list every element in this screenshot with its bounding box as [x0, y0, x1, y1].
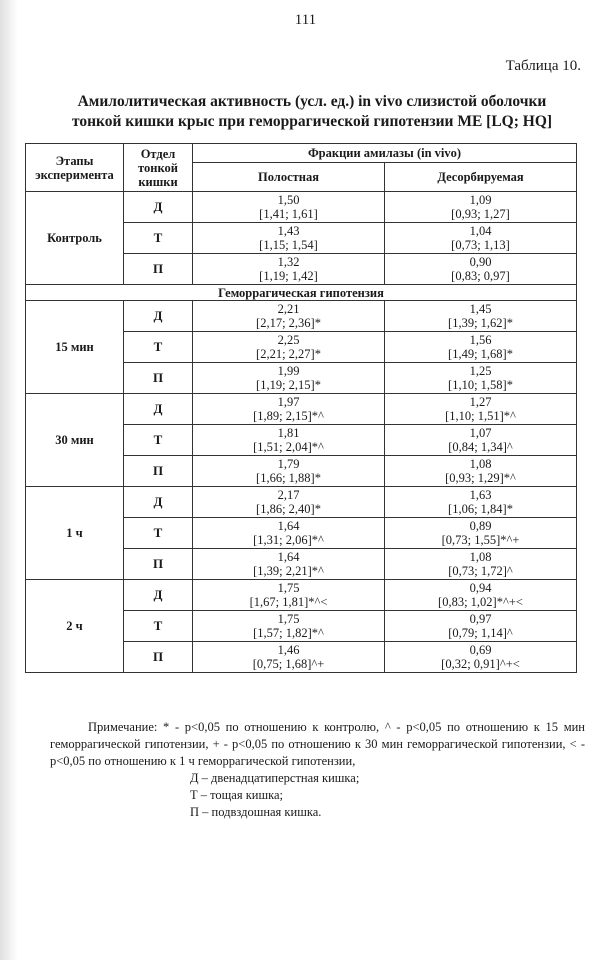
table-caption: Таблица 10. — [505, 58, 581, 74]
des-quartiles: [0,32; 0,91]^+< — [441, 657, 520, 671]
dept-cell: Д — [124, 394, 193, 425]
dept-cell: П — [124, 254, 193, 285]
section-title: Геморрагическая гипотензия — [26, 285, 577, 301]
cav-median: 1,81 — [277, 426, 300, 440]
cav-quartiles: [1,89; 2,15]*^ — [253, 409, 324, 423]
des-quartiles: [1,06; 1,84]* — [448, 502, 513, 516]
cav-median: 2,25 — [277, 333, 300, 347]
des-median: 1,07 — [469, 426, 492, 440]
dept-cell: П — [124, 642, 193, 673]
des-median: 1,08 — [469, 457, 492, 471]
cav-cell — [193, 332, 385, 363]
des-cell — [385, 223, 577, 254]
cav-cell — [193, 254, 385, 285]
cav-cell — [193, 456, 385, 487]
cav-cell — [193, 223, 385, 254]
cav-quartiles: [1,57; 1,82]*^ — [253, 626, 324, 640]
legend-item: Д – двенадцатиперстная кишка; — [190, 771, 360, 785]
table-row — [26, 192, 577, 223]
des-median: 1,08 — [469, 550, 492, 564]
des-quartiles: [0,83; 0,97] — [451, 269, 510, 283]
cav-cell — [193, 518, 385, 549]
title-line-1: Амилолитическая активность (усл. ед.) in vivo слизистой оболочки — [77, 93, 547, 110]
cav-cell — [193, 394, 385, 425]
des-cell — [385, 363, 577, 394]
cav-quartiles: [1,67; 1,81]*^< — [249, 595, 328, 609]
dept-cell: Т — [124, 611, 193, 642]
stage-cell: 1 ч — [26, 487, 124, 580]
des-cell — [385, 456, 577, 487]
page-number: 111 — [294, 12, 317, 28]
des-median: 0,69 — [469, 643, 492, 657]
cav-quartiles: [2,21; 2,27]* — [256, 347, 321, 361]
table-title — [40, 92, 584, 132]
cav-quartiles: [1,86; 2,40]* — [256, 502, 321, 516]
cav-cell — [193, 363, 385, 394]
table-row — [26, 487, 577, 518]
des-quartiles: [1,10; 1,51]*^ — [445, 409, 516, 423]
des-quartiles: [0,73; 1,55]*^+ — [441, 533, 520, 547]
header-dept: Отдел тонкой кишки — [124, 144, 193, 192]
dept-cell: П — [124, 363, 193, 394]
des-median: 1,45 — [469, 302, 492, 316]
cav-quartiles: [1,41; 1,61] — [259, 207, 318, 221]
des-median: 1,25 — [469, 364, 492, 378]
des-median: 1,56 — [469, 333, 492, 347]
dept-cell: П — [124, 549, 193, 580]
des-cell — [385, 301, 577, 332]
des-cell — [385, 549, 577, 580]
cav-quartiles: [1,39; 2,21]*^ — [253, 564, 324, 578]
cav-cell — [193, 549, 385, 580]
cav-quartiles: [1,15; 1,54] — [259, 238, 318, 252]
cav-cell — [193, 192, 385, 223]
cav-median: 1,64 — [277, 519, 300, 533]
cav-median: 1,64 — [277, 550, 300, 564]
dept-cell: Д — [124, 301, 193, 332]
des-cell — [385, 580, 577, 611]
des-median: 0,97 — [469, 612, 492, 626]
stage-cell: 30 мин — [26, 394, 124, 487]
des-cell — [385, 518, 577, 549]
cav-median: 2,17 — [277, 488, 300, 502]
des-cell — [385, 394, 577, 425]
stage-cell: Контроль — [26, 192, 124, 285]
des-cell — [385, 254, 577, 285]
cav-cell — [193, 611, 385, 642]
table-row — [26, 394, 577, 425]
des-cell — [385, 192, 577, 223]
title-line-2: тонкой кишки крыс при геморрагической гипотензии ME [LQ; HQ] — [71, 113, 553, 130]
note-text: Примечание: * - p<0,05 по отношению к контролю, ^ - p<0,05 по отношению к 15 мин геморрагической гипотензии, + - p<0,05 по отношению к 30 мин геморрагической гипотензии, < - p<0,05 по отношению к 1 ч геморрагической гипотензии, — [50, 720, 585, 768]
cav-median: 1,32 — [277, 255, 300, 269]
des-median: 1,63 — [469, 488, 492, 502]
des-quartiles: [0,84; 1,34]^ — [448, 440, 513, 454]
legend-item: П – подвздошная кишка. — [190, 805, 322, 819]
cav-cell — [193, 487, 385, 518]
dept-cell: Т — [124, 518, 193, 549]
cav-median: 1,99 — [277, 364, 300, 378]
cav-cell — [193, 425, 385, 456]
des-cell — [385, 611, 577, 642]
des-quartiles: [0,79; 1,14]^ — [448, 626, 513, 640]
des-cell — [385, 332, 577, 363]
dept-cell: Д — [124, 487, 193, 518]
cav-quartiles: [1,31; 2,06]*^ — [253, 533, 324, 547]
des-quartiles: [0,93; 1,29]*^ — [445, 471, 516, 485]
cav-median: 1,75 — [277, 612, 300, 626]
cav-median: 1,46 — [277, 643, 300, 657]
dept-cell: Т — [124, 223, 193, 254]
dept-cell: Т — [124, 332, 193, 363]
cav-quartiles: [1,66; 1,88]* — [256, 471, 321, 485]
dept-cell: Т — [124, 425, 193, 456]
des-quartiles: [0,73; 1,13] — [451, 238, 510, 252]
des-median: 1,27 — [469, 395, 492, 409]
cav-median: 1,50 — [277, 193, 300, 207]
cav-quartiles: [1,19; 1,42] — [259, 269, 318, 283]
dept-cell: П — [124, 456, 193, 487]
des-quartiles: [1,10; 1,58]* — [448, 378, 513, 392]
header-desorbed: Десорбируемая — [385, 163, 577, 192]
des-quartiles: [0,93; 1,27] — [451, 207, 510, 221]
des-median: 0,90 — [469, 255, 492, 269]
cav-cell — [193, 642, 385, 673]
header-cavity: Полостная — [193, 163, 385, 192]
des-median: 0,94 — [469, 581, 492, 595]
des-quartiles: [0,83; 1,02]*^+< — [438, 595, 523, 609]
section-row — [26, 285, 577, 301]
des-median: 0,89 — [469, 519, 492, 533]
cav-median: 1,75 — [277, 581, 300, 595]
cav-median: 1,43 — [277, 224, 300, 238]
legend-item: Т – тощая кишка; — [190, 788, 284, 802]
stage-cell: 15 мин — [26, 301, 124, 394]
des-quartiles: [1,39; 1,62]* — [448, 316, 513, 330]
cav-quartiles: [0,75; 1,68]^+ — [252, 657, 325, 671]
des-cell — [385, 487, 577, 518]
cav-quartiles: [1,19; 2,15]* — [256, 378, 321, 392]
cav-cell — [193, 580, 385, 611]
table-note — [50, 719, 585, 821]
cav-quartiles: [2,17; 2,36]* — [256, 316, 321, 330]
header-fractions: Фракции амилазы (in vivo) — [193, 144, 577, 163]
amylase-activity-table — [25, 143, 577, 673]
cav-quartiles: [1,51; 2,04]*^ — [253, 440, 324, 454]
table-row — [26, 301, 577, 332]
table-body — [26, 192, 577, 673]
des-quartiles: [1,49; 1,68]* — [448, 347, 513, 361]
des-quartiles: [0,73; 1,72]^ — [448, 564, 513, 578]
des-median: 1,04 — [469, 224, 492, 238]
cav-median: 1,79 — [277, 457, 300, 471]
table-row — [26, 580, 577, 611]
cav-median: 1,97 — [277, 395, 300, 409]
dept-cell: Д — [124, 192, 193, 223]
des-cell — [385, 425, 577, 456]
des-median: 1,09 — [469, 193, 492, 207]
stage-cell: 2 ч — [26, 580, 124, 673]
note-legend — [190, 770, 585, 821]
cav-median: 2,21 — [277, 302, 300, 316]
header-stage: Этапы эксперимента — [26, 144, 124, 192]
des-cell — [385, 642, 577, 673]
cav-cell — [193, 301, 385, 332]
scan-edge-shadow — [0, 0, 18, 960]
dept-cell: Д — [124, 580, 193, 611]
